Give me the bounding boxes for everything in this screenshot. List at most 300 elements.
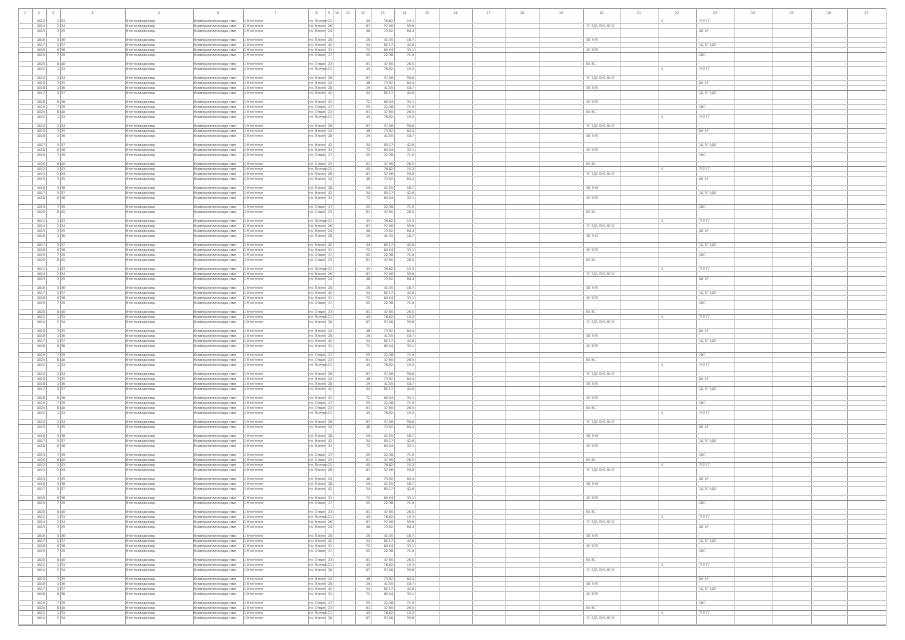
table-cell: тл. Нлспп [309,129,326,133]
table-cell: 22.38 [383,205,393,209]
table-cell: 61 [365,110,370,114]
table-cell: 8 [56,510,59,514]
table-cell-note: 7ГП ГГ [699,515,711,519]
table-cell: 4016 [36,86,45,90]
table-cell: 4019 [36,549,45,553]
table-cell-note: 7ГП ГГ [699,115,711,119]
table-cell: 1 Ктлгнзтм [244,501,263,505]
table-cell: 72 [365,592,370,596]
table-cell: 55 [365,105,370,109]
table-cell: 55 [365,253,370,257]
table-cell-note: 4П 5ПП [586,100,599,104]
table-cell: 38 [61,496,66,500]
table-cell: 1 [56,515,59,519]
table-cell: Ктлгнсзвлдкзхвр [126,487,155,491]
table-cell: 6 [56,496,59,500]
table-cell: 4016 [36,334,45,338]
table-cell: 61 [365,458,370,462]
table-cell-note: 6Л 8С [586,62,596,66]
table-cell: 47.90 [383,606,393,610]
table-cell: 64.4 [406,177,414,181]
table-cell: Ктлгнсзвлдкзхвр [126,53,155,57]
table-cell: 41.55 [383,534,393,538]
table-cell: 59.8 [406,172,414,176]
table-cell: 4016 [36,38,45,42]
table-cell: 42 [327,243,332,247]
table-cell: Ктлгнсзвлдкзхвр [126,515,155,519]
table-cell: 34 [365,43,370,47]
table-cell: Ксвмлрсмнзлсмлдрс пвм [194,286,236,290]
table-cell: тл. Нлспп [309,444,326,448]
table-cell-note: 1Д 3Г 5ДЛ [699,539,717,543]
column-header: 20 [599,11,604,15]
table-cell-note: 4 [661,363,664,367]
table-cell: Ксвмлрсмнзлсмлдрс пвм [194,53,236,57]
table-cell: 34 [61,124,66,128]
table-cell: 4015 [36,425,45,429]
table-cell: 39 [61,601,66,605]
table-cell: 1 Ктлгнзтм [244,482,263,486]
table-cell: Ксвмлрсмнзлсмлдрс пвм [194,534,236,538]
table-cell: Ктлгнсзвлдкзхвр [126,549,155,553]
table-cell: 3 [56,525,59,529]
column-header: 26 [826,11,832,15]
table-cell: 26.5 [406,358,414,362]
table-cell: 57.06 [383,616,393,620]
table-cell: 1 [56,611,59,615]
table-cell: 33.1 [406,496,414,500]
table-cell: Ксвмлрсмнзлсмлдрс пвм [194,100,236,104]
table-cell: 57.06 [383,76,393,80]
table-cell: Ксвмлрсмнзлсмлдрс пвм [194,153,236,157]
table-cell: 15.3 [406,267,414,271]
table-cell: 31 [327,496,332,500]
table-cell: 1 [56,167,59,171]
table-cell: тл. Стврп [309,301,325,305]
table-cell: 24 [327,129,332,133]
table-cell: Ксвмлрсмнзлсмлдрс пвм [194,234,236,238]
table-cell: 1 Ктлгнзтм [244,162,263,166]
table-cell: Ксвмлрсмнзлсмлдрс пвм [194,453,236,457]
table-cell: Ктлгнсзвлдкзхвр [126,558,155,562]
table-cell: 42.6 [406,339,414,343]
table-cell: 40 [61,458,66,462]
table-cell: 37 [61,339,66,343]
table-cell: 57.06 [383,468,393,472]
table-cell: 7 [56,549,59,553]
table-cell: Ксвмлрсмнзлсмлдрс пвм [194,582,236,586]
table-cell: Ксвмлрсмнзлсмлдрс пвм [194,329,236,333]
table-cell: 15.3 [406,611,414,615]
table-cell: Ксвмлрсмнзлсмлдрс пвм [194,544,236,548]
table-cell-note: 4П 5ПП [586,592,599,596]
table-cell: 1 Ктлгнзтм [244,272,263,276]
table-cell: 17 [327,105,332,109]
table-cell: Ктлгнсзвлдкзхвр [126,434,155,438]
table-cell: 57.06 [383,568,393,572]
table-cell: 67 [365,372,370,376]
table-cell: 26 [327,124,332,128]
table-cell: 71.9 [406,401,414,405]
table-cell: 1 Ктлгнзтм [244,234,263,238]
table-cell: 4015 [36,577,45,581]
table-cell: 85.17 [383,587,393,591]
table-cell: 38 [61,48,66,52]
table-cell: 28 [327,186,332,190]
table-cell: 18.7 [406,434,414,438]
table-cell: 4016 [36,434,45,438]
table-cell: 17 [327,353,332,357]
table-cell: 42.6 [406,587,414,591]
table-cell: 28 [327,434,332,438]
table-cell: 35 [61,29,66,33]
table-cell: 5 [56,91,59,95]
table-cell: 4012 [36,115,45,119]
table-cell: 1 Ктлгнзтм [244,458,263,462]
table-cell: 26.5 [406,162,414,166]
table-cell: 47.90 [383,358,393,362]
table-cell: 73.92 [383,525,393,529]
table-cell: 40 [61,258,66,262]
table-cell: 4014 [36,420,45,424]
table-cell: 1 Ктлгнзтм [244,377,263,381]
table-cell: 72 [365,296,370,300]
table-cell: 39 [61,501,66,505]
table-cell: Ксвмлрсмнзлсмлдрс пвм [194,606,236,610]
table-cell: 1 Ктлгнзтм [244,582,263,586]
table-cell-note: 7С ТДС ПНС ВСЛ [586,520,614,524]
table-cell: 31 [327,396,332,400]
table-cell: 4018 [36,592,45,596]
table-cell: 33 [61,363,66,367]
table-cell: 37 [61,191,66,195]
table-cell: тл. Нлспп [309,320,326,324]
table-cell: 24 [327,425,332,429]
table-cell: Ксвмлрсмнзлсмлдрс пвм [194,81,236,85]
table-cell: тл. Нлспп [309,539,326,543]
table-cell: 71.9 [406,549,414,553]
table-cell: 21 [327,563,332,567]
table-cell: 85.17 [383,243,393,247]
table-cell-note: 7С ТДС ПНС ВСЛ [586,224,614,228]
table-cell: Ксвмлрсмнзлсмлдрс пвм [194,372,236,376]
table-cell: тл. Стврп [309,458,325,462]
table-cell: тл. Нлспп [309,143,326,147]
table-cell: 33 [61,463,66,467]
table-cell: 28 [327,134,332,138]
table-cell: Ксвмлрсмнзлсмлдрс пвм [194,301,236,305]
table-cell: Ксвмлрсмнзлсмлдрс пвм [194,339,236,343]
table-cell: 28 [327,382,332,386]
table-cell: тл. Нлспп [309,243,326,247]
table-cell: 29 [365,482,370,486]
table-cell: 8 [56,110,59,114]
table-cell: 23 [327,110,332,114]
table-cell: тл. Пнлтрп [309,219,328,223]
table-cell: 1 Ктлгнзтм [244,520,263,524]
table-cell: 41.55 [383,234,393,238]
table-cell: 8 [56,162,59,166]
table-cell: Ксвмлрсмнзлсмлдрс пвм [194,105,236,109]
table-cell: 57.06 [383,272,393,276]
table-cell: 42.6 [406,387,414,391]
table-cell: 23 [327,258,332,262]
table-cell: Ктлгнсзвлдкзхвр [126,439,155,443]
table-cell: 42 [327,91,332,95]
table-cell: 26 [327,420,332,424]
table-cell: Ксвмлрсмнзлсмлдрс пвм [194,291,236,295]
table-cell: 33.1 [406,444,414,448]
table-cell-note: 4 [661,515,664,519]
table-cell: 45 [365,563,370,567]
table-cell: 48 [365,129,370,133]
table-cell: 85.17 [383,191,393,195]
table-cell: 33 [61,19,66,23]
table-cell: тл. Нлспп [309,224,326,228]
table-cell-note: 7С ТДС ПНС ВСЛ [586,172,614,176]
table-cell: Ктлгнсзвлдкзхвр [126,582,155,586]
table-cell: 42 [327,339,332,343]
table-cell: Ксвмлрсмнзлсмлдрс пвм [194,91,236,95]
table-cell: 29 [365,86,370,90]
table-cell: 47.90 [383,510,393,514]
table-cell: 1 Ктлгнзтм [244,487,263,491]
table-cell: 36 [61,234,66,238]
table-cell: 31 [327,148,332,152]
table-cell: Ксвмлрсмнзлсмлдрс пвм [194,406,236,410]
table-cell: 64.4 [406,329,414,333]
table-cell: 1 Ктлгнзтм [244,420,263,424]
table-cell-note: 4П 5ПП [586,296,599,300]
column-header: 8 [315,11,318,15]
table-cell: 76.82 [383,463,393,467]
table-cell: 15.3 [406,19,414,23]
table-cell: тл. Пнлтрп [309,611,328,615]
table-cell-note: 7С ТДС ПНС ВСЛ [586,124,614,128]
table-cell: 64.4 [406,525,414,529]
table-cell: 3 [56,377,59,381]
table-cell: тл. Нлспп [309,329,326,333]
table-cell: 4016 [36,286,45,290]
table-cell-note: 1Д 3Г 5ДЛ [699,191,717,195]
column-header: 21 [636,11,642,15]
table-cell: 1 Ктлгнзтм [244,148,263,152]
table-cell: 1 Ктлгнзтм [244,577,263,581]
table-cell: Ксвмлрсмнзлсмлдрс пвм [194,358,236,362]
table-cell: 2 [56,520,59,524]
table-cell: 4020 [36,162,45,166]
table-cell: тл. Нлспп [309,296,326,300]
table-cell: 60.04 [383,296,393,300]
table-cell: тл. Нлспп [309,468,326,472]
table-cell: 15.3 [406,363,414,367]
table-cell: 36 [61,482,66,486]
table-cell: тл. Стврп [309,601,325,605]
table-cell: 18.7 [406,482,414,486]
table-cell: 36 [61,286,66,290]
table-cell: 21 [327,363,332,367]
table-cell: 2 [56,372,59,376]
table-cell: 72 [365,248,370,252]
table-cell: Ксвмлрсмнзлсмлдрс пвм [194,62,236,66]
table-cell: тл. Пнлтрп [309,167,328,171]
table-cell: 35 [61,81,66,85]
table-cell: 21 [327,115,332,119]
table-cell: Ксвмлрсмнзлсмлдрс пвм [194,219,236,223]
table-cell-note: 1Д 3Г 5ДЛ [699,291,717,295]
table-cell: тл. Нлспп [309,229,326,233]
table-cell: тл. Пнлтрп [309,515,328,519]
table-cell: 4 [56,482,59,486]
table-cell: 55 [365,453,370,457]
table-cell: 73.92 [383,277,393,281]
table-cell: тл. Стврп [309,210,325,214]
table-cell: 3 [56,229,59,233]
table-cell: 1 Ктлгнзтм [244,401,263,405]
table-cell: тл. Стврп [309,558,325,562]
table-cell: 59.8 [406,76,414,80]
table-cell: 1 Ктлгнзтм [244,253,263,257]
table-cell: 71.9 [406,105,414,109]
table-cell: 33 [61,267,66,271]
table-cell: 59.8 [406,520,414,524]
table-cell: тл. Плспп [309,482,326,486]
table-row [18,615,886,625]
table-cell: Ксвмлрсмнзлсмлдрс пвм [194,382,236,386]
table-cell: 4018 [36,148,45,152]
table-cell: Ктлгнсзвлдкзхвр [126,463,155,467]
table-cell: 4014 [36,124,45,128]
table-cell: 42 [327,291,332,295]
table-cell: 45 [365,463,370,467]
table-cell: 38 [61,444,66,448]
table-cell-note: 2ВС [699,353,706,357]
table-cell: 4014 [36,320,45,324]
table-cell-note: 3В 7НП [586,186,599,190]
table-cell: 24 [327,81,332,85]
table-cell: тл. Нлспп [309,387,326,391]
table-cell: 67 [365,468,370,472]
table-cell: 26.5 [406,110,414,114]
table-cell: 21 [327,19,332,23]
table-cell: 15.3 [406,463,414,467]
table-cell: 42.6 [406,43,414,47]
table-cell: 1 Ктлгнзтм [244,219,263,223]
table-cell: 31 [327,48,332,52]
table-cell: 59.8 [406,224,414,228]
table-cell-note: 4 [661,267,664,271]
table-cell: 29 [365,382,370,386]
table-cell: 1 Ктлгнзтм [244,382,263,386]
table-cell: 18.7 [406,38,414,42]
table-cell: Ктлгнсзвлдкзхвр [126,458,155,462]
table-cell: 18.7 [406,234,414,238]
table-cell: 4020 [36,558,45,562]
table-cell-note: 7ГП ГГ [699,611,711,615]
table-cell: 39 [61,453,66,457]
table-cell: 61 [365,358,370,362]
table-cell: тл. Нлспп [309,191,326,195]
table-cell-note: 3В 7НП [586,534,599,538]
table-cell: 67 [365,272,370,276]
table-cell: 2 [56,24,59,28]
table-cell-note: 7С ТДС ПНС ВСЛ [586,24,614,28]
table-cell: Ксвмлрсмнзлсмлдрс пвм [194,115,236,119]
table-cell: тл. Стврп [309,549,325,553]
table-cell: тл. Нлспп [309,76,326,80]
table-cell: Ктлгнсзвлдкзхвр [126,248,155,252]
table-cell: 1 Ктлгнзтм [244,243,263,247]
table-cell: 40 [61,510,66,514]
table-cell: 40 [61,162,66,166]
table-cell: Ктлгнсзвлдкзхвр [126,592,155,596]
table-cell: 33 [61,315,66,319]
table-cell: 34 [365,439,370,443]
table-cell: 4 [56,434,59,438]
table-cell-note: 3В 7НП [586,38,599,42]
table-cell: 55 [365,353,370,357]
table-cell: 7 [56,501,59,505]
table-cell: 4019 [36,601,45,605]
table-cell: 7 [56,353,59,357]
table-cell: тл. Плспп [309,134,326,138]
table-cell: 21 [327,267,332,271]
table-cell: 3 [56,329,59,333]
table-cell: 45 [365,267,370,271]
table-cell: 55 [365,401,370,405]
table-cell-note: 1Д 3Г 5ДЛ [699,387,717,391]
table-cell-note: 6Л 8С [586,210,596,214]
table-cell-note: 2ВС [699,501,706,505]
table-cell-note: 1Д 3Г 5ДЛ [699,143,717,147]
table-cell: Ксвмлрсмнзлсмлдрс пвм [194,510,236,514]
table-cell: 64.4 [406,129,414,133]
table-cell: Ктлгнсзвлдкзхвр [126,339,155,343]
table-cell: тл. Нлспп [309,568,326,572]
table-cell: 5 [56,487,59,491]
grid-column-line [886,9,887,625]
table-cell-note: 3В 7НП [586,334,599,338]
table-cell: Ксвмлрсмнзлсмлдрс пвм [194,434,236,438]
table-cell: Ктлгнсзвлдкзхвр [126,243,155,247]
table-cell: 4014 [36,616,45,620]
column-header: 16 [453,11,458,15]
table-cell: 72 [365,196,370,200]
table-cell-note: 8И 1Р [699,329,709,333]
table-cell: 60.04 [383,48,393,52]
table-cell-note: 6Л 8С [586,358,596,362]
table-cell: 40 [61,406,66,410]
table-cell: тл. Стврп [309,406,325,410]
table-cell: 42.6 [406,91,414,95]
table-cell: 23 [327,510,332,514]
table-cell: 76.82 [383,315,393,319]
table-cell: Ксвмлрсмнзлсмлдрс пвм [194,577,236,581]
table-cell: Ксвмлрсмнзлсмлдрс пвм [194,129,236,133]
table-cell: тл. Нлспп [309,148,326,152]
table-cell: 1 Ктлгнзтм [244,544,263,548]
table-cell: 4018 [36,248,45,252]
table-cell: Ктлгнсзвлдкзхвр [126,358,155,362]
table-cell: 6 [56,444,59,448]
table-cell: тл. Нлспп [309,520,326,524]
table-cell: 71.9 [406,301,414,305]
table-cell: 4 [56,38,59,42]
table-cell: тл. Пнлтрп [309,363,328,367]
table-cell: Ктлгнсзвлдкзхвр [126,387,155,391]
table-cell: 24 [327,329,332,333]
table-cell: 36 [61,38,66,42]
